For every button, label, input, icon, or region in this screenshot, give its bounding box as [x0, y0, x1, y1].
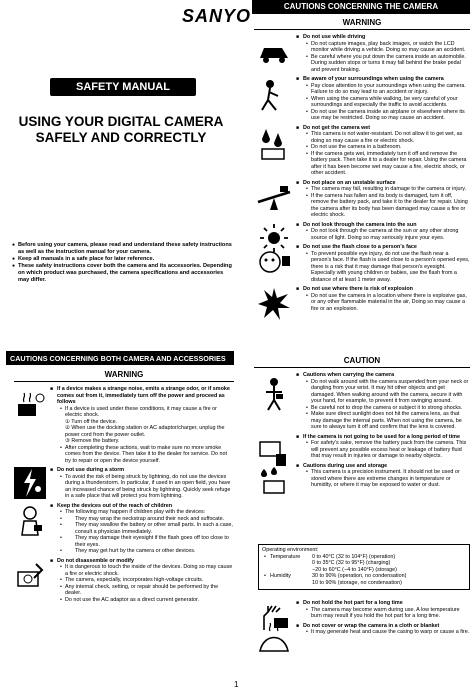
- env-humidity-row: • Humidity 30 to 90% (operation, no condensation) 10 to 90% (storage, no condensation): [262, 573, 466, 586]
- intro-item: ● These safety instructions cover both the camera and its accessories. Depending on which product was purchased, the camera specifications and accessories may differ.: [12, 263, 234, 284]
- warning-item-wet: ■ Do not get the camera wet • This camera is not water-resistant. Do not allow it to get wet, as doing so may cause a fire or electric shock. • Do not use the camera in a bathroom. • If the camera gets wet, immediately turn it off and remove the battery pack. Then take it to a dealer for repair. Using the camera after it has been become wet may cause a fire, electric shock, or other accident.: [256, 125, 470, 177]
- smoke-device-icon: [14, 388, 46, 420]
- caution-list: [256, 372, 470, 492]
- section-title-both: CAUTIONS CONCERNING BOTH CAMERA AND ACCESSORIES: [6, 351, 234, 365]
- walking-person-icon: [256, 78, 292, 114]
- warning-label: WARNING: [254, 18, 470, 30]
- disassemble-icon: [14, 560, 46, 592]
- seesaw-icon: [256, 180, 292, 216]
- water-drops-icon: [256, 125, 292, 161]
- warning-label: WARNING: [14, 367, 234, 382]
- title-line-2: SAFELY AND CORRECTLY: [35, 130, 207, 145]
- left-column: [6, 0, 252, 693]
- page-title: [10, 114, 232, 146]
- warning-item-surroundings: ■ Be aware of your surroundings when using the camera • Pay close attention to your surroundings when using the camera. Failure to do so may lead to an accident or injury. • When using the camera while walking, be very careful of your surroundings and especially the traffic to avoid accidents. • Do not use the camera inside an airplane or elsewhere where its use may be restricted. Doing so may cause an accident.: [256, 76, 470, 122]
- intro-list: [12, 242, 234, 284]
- warning-item-explosion: ■ Do not use where there is risk of explosion • Do not use the camera in a location where there is explosive gas, or any other flammable material in the air, Doing so may cause a fire or an explosion.: [256, 286, 470, 312]
- car-icon: [256, 34, 292, 70]
- warning-item-storm: ■ Do not use during a storm • To avoid the risk of being struck by lightning, do not use the devices during a thunderstorm. In particular, if used in an open field, you have an increased chance of being struck by lightning. Quickly seek refuge in a safe place that will protect you from lightning.: [14, 467, 234, 500]
- caution-item-carrying: ■ Cautions when carrying the camera • Do not walk around with the camera suspended from your neck or dangling from your wrist. It may hit other objects and get damaged. When walking around with the camera, secure it with your hand, for example, to prevent it from swinging around. • Be careful not to drop the camera or subject it to strong shocks. • Make sure direct sunlight does not hit the camera lens, as that may damage the internal parts. When not using the camera, be sure to always turn it off and confirm that the lens is covered.: [256, 372, 470, 431]
- intro-item: ● Keep all manuals in a safe place for later reference.: [12, 256, 234, 263]
- right-column: [252, 0, 470, 693]
- humidity-icon: [256, 463, 292, 499]
- caution-item-long-storage: ■ If the camera is not going to be used for a long period of time • For safety's sake, remove the battery pack from the camera. This will prevent any possible excess heat or leakage of battery fluid that may result in injuries or damage to nearby objects.: [256, 434, 470, 460]
- env-temperature-row: • Temperature 0 to 40°C (32 to 104°F) (operation) 0 to 35°C (32 to 95°F) (charging) −20 to 60°C (−4 to 140°F) (storage): [262, 554, 466, 574]
- warning-item-children: ■ Keep the devices out of the reach of children • The following may happen if children play with the devices: • They may wrap the neckstrap around their neck and suffocate. • They may swallow the battery or other small parts. In such a case, consult a physician immediately. • They may damage their eyesight if the flash goes off too close to their eyes. • They may get hurt by the camera or other devices.: [14, 503, 234, 555]
- left-warning-box: [14, 367, 234, 687]
- caution-item-use-storage: ■ Cautions during use and storage • This camera is a precision instrument. It should not be used or stored where there are extreme changes in temperature or humidity, or where it may be exposed to water or dust.: [256, 463, 470, 489]
- blanket-icon: [256, 623, 292, 659]
- final-caution-list: [256, 600, 470, 639]
- section-title-camera: CAUTIONS CONCERNING THE CAMERA: [252, 0, 470, 14]
- warning-item-sun: ■ Do not look through the camera into the sun • Do not look through the camera at the sun or any other strong source of light. Doing so may seriously injure your eyes.: [256, 222, 470, 242]
- env-title: Operating environment:: [262, 547, 319, 553]
- operating-environment-box: [258, 544, 470, 590]
- page-number: 1: [234, 680, 239, 689]
- camera-warning-list: [256, 34, 470, 315]
- child-icon: [14, 505, 46, 537]
- warning-item-noise: ■ If a device makes a strange noise, emits a strange odor, or if smoke comes out from it, immediately turn off the power and proceed as follows • If a device is used under these conditions, it may cause a fire or electric shock. ① Turn off the device. ② When use the docking station or AC adaptor/charger, unplug the power cord from the power outlet. ③ Remove the battery. • After completing these actions, wait to make sure no more smoke comes from the device. Then take it to the dealer for service. Do not try to repair or open the device yourself.: [14, 386, 234, 464]
- intro-item: ● Before using your camera, please read and understand these safety instructions as well as the instruction manual for your camera.: [12, 242, 234, 256]
- warning-item-disassemble: ■ Do not disassemble or modify • It is dangerous to touch the inside of the devices. Doing so may cause a fire or electric shock. • The camera, especially, incorporates high-voltage circuits. • Any internal check, setting, or repair should be performed by the dealer. • Do not use the AC adaptor as a direct current generator.: [14, 558, 234, 604]
- warning-item-flash: ■ Do not use the flash close to a person's face • To prevent possible eye injury, do not use the flash near a person's face. If the flash is used close to a person's opened eyes, there is a risk that it may damage that person's eyesight. Especially with young children or babies, use the flash from a distance of at least 1 meter away.: [256, 244, 470, 283]
- caution-label: CAUTION: [254, 356, 470, 368]
- warning-item-unstable: ■ Do not place on an unstable surface • The camera may fall, resulting in damage to the camera or injury. • If the camera has fallen and its body is damaged, turn it off, remove the battery pack, and take it to the dealer for repair. Using the camera after its body has been damaged may cause a fire or electric shock.: [256, 180, 470, 219]
- brand-logo: SANYO: [182, 6, 252, 26]
- warning-item-driving: ■ Do not use while driving • Do not capture images, play back images, or watch the LCD monitor while driving a vehicle. Doing so may cause an accident. • Be careful where you put down the camera inside an automobile. During sudden stops or turns it may fall behind the brake pedal and prevent braking.: [256, 34, 470, 73]
- safety-manual-label: SAFETY MANUAL: [50, 78, 196, 96]
- caution-item-cover: ■ Do not cover or wrap the camera in a cloth or blanket • It may generate heat and cause the casing to warp or cause a fire.: [256, 623, 470, 636]
- face-flash-icon: [256, 244, 292, 280]
- title-line-1: USING YOUR DIGITAL CAMERA: [18, 114, 224, 129]
- lightning-icon: [14, 467, 46, 499]
- person-carrying-icon: [256, 376, 292, 412]
- explosion-icon: [256, 286, 292, 322]
- caution-item-hot-part: ■ Do not hold the hot part for a long time • The camera may become warm during use. A low temperature burn may result if you hold the hot part for a long time.: [256, 600, 470, 620]
